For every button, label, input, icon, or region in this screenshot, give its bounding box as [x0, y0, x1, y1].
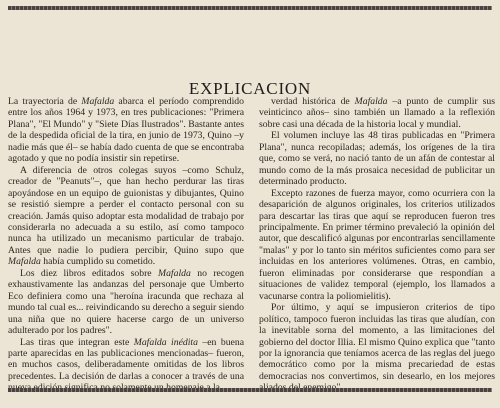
body-paragraph — [259, 188, 495, 303]
left-text-column — [8, 96, 244, 394]
paragraph-text: El volumen incluye las 48 tiras publicadas en "Primera Plana", nunca recopiladas; además, los orígenes de la tira que, como se verá, no nació tanto de un afán de contestar al mundo como de la más prosaica necesidad de publicitar un determinado producto. — [259, 130, 495, 188]
paragraph-text: –a punto de cumplir sus veinticinco años– sino también un llamado a la reflexión sobre casi una década de la historia local y mundial. — [259, 96, 496, 130]
body-paragraph — [259, 130, 495, 187]
body-paragraph — [259, 96, 495, 130]
paragraph-text: Excepto razones de fuerza mayor, como ocurriera con la desaparición de algunos originales, los criterios utilizados para descartar las tiras que aquí se reproducen fueron tres principalmente. En primer término prevaleció la opinión del autor, que descalificó algunas por encontrarlas sencillamente "malas" y por lo tanto sin méritos suficientes como para ser incluidas en los anteriores volúmenes. Otras, en cambio, fueron eliminadas por considerarse que respondían a situaciones de validez temporal (ejemplo, los llamados a vacunarse contra la poliomielitis). — [259, 187, 495, 302]
paragraph-text: Por último, y aquí se impusieron criterios de tipo político, tampoco fueron incluidas las tiras que aludían, con la inevitable sorna del momento, a las limitaciones del gobierno del doctor Illia. El mismo Quino explica que "tanto por la ignorancia que teníamos acerca de las reglas del juego democrático como por la misma precariedad de estas democracias nos convertimos, sin desearlo, en los mejores — [259, 302, 495, 382]
bottom-decorative-rule — [8, 388, 492, 392]
paragraph-text: Los diez libros editados sobre — [20, 267, 159, 279]
paragraph-text: abarca el período comprendido entre los años 1964 y 1973, en tres publicaciones: "Primera Plana", "El Mundo" y "Siete Días Ilustrados". Bastante antes de la despedida oficial de la tira, en junio de 1973, Quino –y nadie más que él– se había dado cuenta de que se encontraba agotado y que no podía insistir sin repetirse. — [8, 96, 244, 165]
body-paragraph — [259, 302, 495, 394]
top-decorative-rule — [8, 6, 492, 10]
italic-title: Mafalda — [158, 267, 191, 279]
paragraph-text: había cumplido su cometido. — [40, 256, 156, 268]
italic-title: Mafalda — [354, 96, 388, 107]
body-paragraph — [8, 337, 244, 394]
paragraph-text: La trayectoria de — [8, 96, 82, 107]
paragraph-text: Las tiras que integran este — [20, 336, 134, 348]
body-paragraph — [8, 96, 244, 165]
italic-title: Mafalda — [81, 96, 115, 107]
page-title: EXPLICACION — [188, 79, 312, 99]
right-text-column — [259, 96, 495, 394]
body-paragraph — [8, 165, 244, 268]
paragraph-text: no recogen exhaustivamente las andanzas del personaje que Umberto Eco definiera como una "heroína iracunda que rechaza al mundo tal cual es... reivindicando su derecho a seguir siendo una niña que no quiere hacerse cargo de un universo adulterado por los padres". — [8, 267, 244, 337]
paragraph-text: verdad histórica de — [271, 96, 355, 107]
paragraph-text: –en buena parte aparecidas en las publicaciones mencionadas– fueron, en muchos casos, deliberadamente omitidas de los libros precedentes. La decisión de darlas a conocer a través de una — [8, 336, 244, 382]
paragraph-text: A diferencia de otros colegas suyos –como Schulz, creador de "Peanuts"–, que han hecho perdurar las tiras apoyándose en un equipo de guionistas y dibujantes, Quino se resistió siempre a perder el contacto personal con su creación. Jamás quiso adoptar esta modalidad de trabajo por considerarla no adecuada a su estilo, así como tampoco nunca ha utilizado un mecanismo particular de trabajo. Antes que nadie lo pudiera percibir, Quino supo que — [8, 164, 244, 256]
italic-title: Mafalda — [8, 256, 41, 268]
body-paragraph — [8, 268, 244, 337]
italic-title: Mafalda inédita — [133, 336, 198, 348]
